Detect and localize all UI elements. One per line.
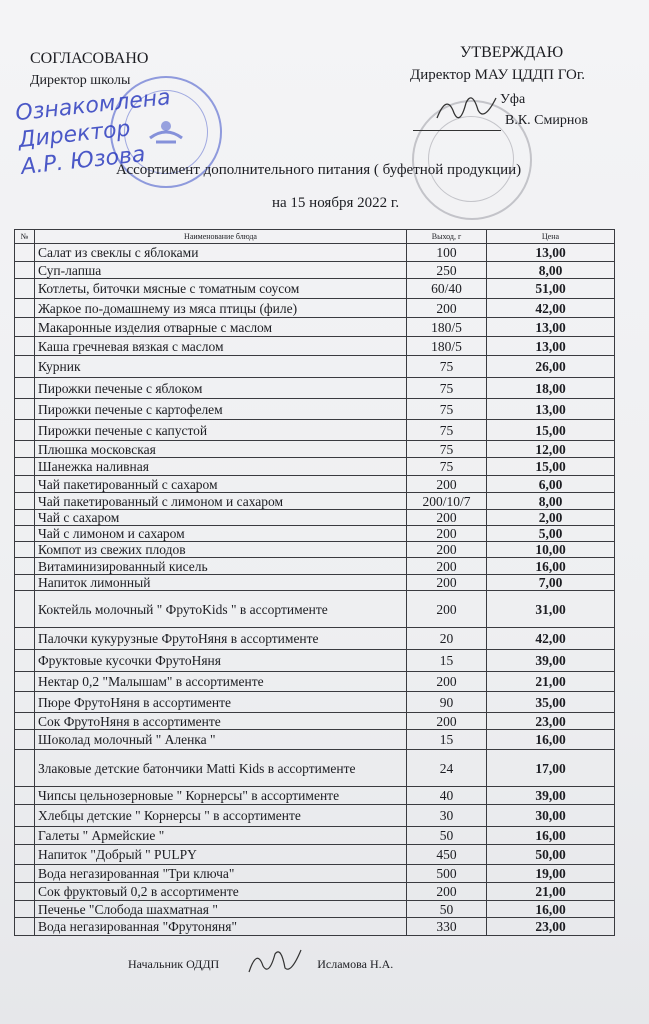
- row-number: [15, 510, 35, 526]
- row-price: 2,00: [487, 510, 615, 526]
- row-output: 200: [407, 672, 487, 692]
- document-date: на 15 ноября 2022 г.: [272, 195, 400, 211]
- table-row: [15, 476, 615, 493]
- row-price: 16,00: [487, 827, 615, 845]
- row-number: [15, 356, 35, 378]
- table-row: [15, 628, 615, 650]
- footer-role: Начальник ОДДП: [128, 957, 220, 971]
- row-output: 180/5: [407, 318, 487, 337]
- row-price: 30,00: [487, 805, 615, 827]
- row-output: 200: [407, 558, 487, 575]
- row-number: [15, 650, 35, 672]
- table-row: [15, 845, 615, 865]
- row-output: 200: [407, 713, 487, 730]
- table-row: [15, 575, 615, 591]
- row-number: [15, 730, 35, 750]
- table-row: [15, 750, 615, 787]
- row-number: [15, 628, 35, 650]
- row-price: 21,00: [487, 883, 615, 901]
- row-dish-name: Фруктовые кусочки ФрутоНяня: [35, 650, 407, 672]
- row-price: 17,00: [487, 750, 615, 787]
- table-row: [15, 526, 615, 542]
- row-price: 10,00: [487, 542, 615, 558]
- table-row: [15, 672, 615, 692]
- row-output: 60/40: [407, 279, 487, 299]
- row-dish-name: Галеты " Армейские ": [35, 827, 407, 845]
- row-number: [15, 441, 35, 458]
- row-dish-name: Плюшка московская: [35, 441, 407, 458]
- row-price: 23,00: [487, 713, 615, 730]
- row-number: [15, 591, 35, 628]
- row-number: [15, 526, 35, 542]
- row-price: 6,00: [487, 476, 615, 493]
- row-number: [15, 378, 35, 399]
- row-dish-name: Коктейль молочный " ФрутоKids " в ассортименте: [35, 591, 407, 628]
- row-dish-name: Жаркое по-домашнему из мяса птицы (филе): [35, 299, 407, 318]
- row-output: 200: [407, 575, 487, 591]
- row-price: 42,00: [487, 299, 615, 318]
- table-row: [15, 299, 615, 318]
- row-price: 12,00: [487, 441, 615, 458]
- row-price: 16,00: [487, 730, 615, 750]
- row-number: [15, 558, 35, 575]
- row-number: [15, 672, 35, 692]
- table-row: [15, 918, 615, 936]
- header-price: Цена: [487, 230, 615, 244]
- row-dish-name: Чай пакетированный с лимоном и сахаром: [35, 493, 407, 510]
- row-number: [15, 575, 35, 591]
- row-dish-name: Чай пакетированный с сахаром: [35, 476, 407, 493]
- row-price: 35,00: [487, 692, 615, 713]
- row-dish-name: Пюре ФрутоНяня в ассортименте: [35, 692, 407, 713]
- row-number: [15, 692, 35, 713]
- row-dish-name: Печенье "Слобода шахматная ": [35, 901, 407, 918]
- table-row: [15, 493, 615, 510]
- row-price: 21,00: [487, 672, 615, 692]
- row-price: 31,00: [487, 591, 615, 628]
- row-price: 8,00: [487, 493, 615, 510]
- row-dish-name: Пирожки печеные с картофелем: [35, 399, 407, 420]
- row-output: 75: [407, 356, 487, 378]
- table-row: [15, 318, 615, 337]
- row-output: 200: [407, 883, 487, 901]
- row-dish-name: Злаковые детские батончики Matti Kids в ассортименте: [35, 750, 407, 787]
- table-row: [15, 865, 615, 883]
- confirm-role: Директор МАУ ЦДДП ГОг.: [410, 67, 586, 83]
- row-price: 13,00: [487, 399, 615, 420]
- row-number: [15, 279, 35, 299]
- approved-role: Директор школы: [30, 73, 131, 88]
- confirm-city: Уфа: [500, 92, 526, 107]
- row-dish-name: Компот из свежих плодов: [35, 542, 407, 558]
- row-output: 200: [407, 526, 487, 542]
- row-price: 8,00: [487, 262, 615, 279]
- row-number: [15, 805, 35, 827]
- row-output: 75: [407, 420, 487, 441]
- row-number: [15, 750, 35, 787]
- row-dish-name: Витаминизированный кисель: [35, 558, 407, 575]
- row-number: [15, 244, 35, 262]
- row-output: 250: [407, 262, 487, 279]
- row-dish-name: Сок ФрутоНяня в ассортименте: [35, 713, 407, 730]
- row-number: [15, 787, 35, 805]
- approved-heading: СОГЛАСОВАНО: [30, 50, 149, 67]
- table-row: [15, 458, 615, 476]
- row-price: 42,00: [487, 628, 615, 650]
- row-number: [15, 827, 35, 845]
- row-dish-name: Чай с лимоном и сахаром: [35, 526, 407, 542]
- row-number: [15, 901, 35, 918]
- row-output: 200/10/7: [407, 493, 487, 510]
- row-dish-name: Нектар 0,2 "Малышам" в ассортименте: [35, 672, 407, 692]
- table-row: [15, 337, 615, 356]
- row-output: 330: [407, 918, 487, 936]
- row-price: 39,00: [487, 650, 615, 672]
- row-number: [15, 918, 35, 936]
- row-number: [15, 458, 35, 476]
- document-title: Ассортимент дополнительного питания ( буфетной продукции): [116, 162, 522, 178]
- row-number: [15, 262, 35, 279]
- row-dish-name: Сок фруктовый 0,2 в ассортименте: [35, 883, 407, 901]
- table-row: [15, 399, 615, 420]
- row-number: [15, 883, 35, 901]
- menu-table: [14, 229, 615, 936]
- table-row: [15, 558, 615, 575]
- row-output: 200: [407, 591, 487, 628]
- row-output: 200: [407, 542, 487, 558]
- row-price: 23,00: [487, 918, 615, 936]
- row-output: 20: [407, 628, 487, 650]
- row-output: 40: [407, 787, 487, 805]
- row-dish-name: Вода негазированная "Фрутоняня": [35, 918, 407, 936]
- header-num: №: [15, 230, 35, 244]
- row-price: 13,00: [487, 337, 615, 356]
- row-number: [15, 318, 35, 337]
- row-output: 500: [407, 865, 487, 883]
- row-number: [15, 399, 35, 420]
- row-dish-name: Курник: [35, 356, 407, 378]
- row-dish-name: Чипсы цельнозерновые " Корнерсы" в ассортименте: [35, 787, 407, 805]
- row-output: 75: [407, 458, 487, 476]
- row-number: [15, 845, 35, 865]
- row-price: 13,00: [487, 244, 615, 262]
- row-output: 100: [407, 244, 487, 262]
- row-price: 7,00: [487, 575, 615, 591]
- row-price: 19,00: [487, 865, 615, 883]
- row-output: 90: [407, 692, 487, 713]
- table-row: [15, 244, 615, 262]
- row-dish-name: Вода негазированная "Три ключа": [35, 865, 407, 883]
- confirm-heading: УТВЕРЖДАЮ: [460, 44, 564, 61]
- menu-table-body: [15, 244, 615, 936]
- table-row: [15, 883, 615, 901]
- row-price: 13,00: [487, 318, 615, 337]
- table-row: [15, 356, 615, 378]
- row-number: [15, 420, 35, 441]
- row-number: [15, 476, 35, 493]
- handwritten-note: Ознакомлена Директор А.Р. Юзова: [14, 85, 172, 180]
- row-output: 15: [407, 730, 487, 750]
- row-dish-name: Напиток "Добрый " PULPY: [35, 845, 407, 865]
- table-row: [15, 542, 615, 558]
- row-output: 75: [407, 378, 487, 399]
- table-row: [15, 378, 615, 399]
- table-row: [15, 262, 615, 279]
- table-row: [15, 730, 615, 750]
- table-row: [15, 713, 615, 730]
- table-row: [15, 650, 615, 672]
- row-dish-name: Пирожки печеные с яблоком: [35, 378, 407, 399]
- row-price: 51,00: [487, 279, 615, 299]
- row-number: [15, 865, 35, 883]
- row-dish-name: Каша гречневая вязкая с маслом: [35, 337, 407, 356]
- row-dish-name: Суп-лапша: [35, 262, 407, 279]
- table-row: [15, 692, 615, 713]
- table-row: [15, 805, 615, 827]
- row-dish-name: Котлеты, биточки мясные с томатным соусом: [35, 279, 407, 299]
- row-number: [15, 337, 35, 356]
- row-dish-name: Чай с сахаром: [35, 510, 407, 526]
- row-output: 200: [407, 476, 487, 493]
- row-dish-name: Шанежка наливная: [35, 458, 407, 476]
- signature-line: [413, 130, 501, 131]
- row-price: 5,00: [487, 526, 615, 542]
- row-dish-name: Хлебцы детские " Корнерсы " в ассортименте: [35, 805, 407, 827]
- row-number: [15, 299, 35, 318]
- table-row: [15, 420, 615, 441]
- header-output: Выход, г: [407, 230, 487, 244]
- row-dish-name: Салат из свеклы с яблоками: [35, 244, 407, 262]
- table-row: [15, 787, 615, 805]
- row-output: 200: [407, 510, 487, 526]
- row-output: 24: [407, 750, 487, 787]
- row-dish-name: Напиток лимонный: [35, 575, 407, 591]
- row-number: [15, 542, 35, 558]
- header-name: Наименование блюда: [35, 230, 407, 244]
- row-output: 50: [407, 827, 487, 845]
- row-price: 50,00: [487, 845, 615, 865]
- row-output: 50: [407, 901, 487, 918]
- row-number: [15, 713, 35, 730]
- table-row: [15, 510, 615, 526]
- row-price: 26,00: [487, 356, 615, 378]
- row-output: 75: [407, 399, 487, 420]
- table-row: [15, 901, 615, 918]
- row-output: 450: [407, 845, 487, 865]
- row-output: 15: [407, 650, 487, 672]
- footer-signature: [245, 944, 305, 978]
- row-output: 30: [407, 805, 487, 827]
- director-signature: [432, 88, 502, 128]
- row-price: 15,00: [487, 458, 615, 476]
- table-header-row: [15, 230, 615, 244]
- row-price: 39,00: [487, 787, 615, 805]
- row-price: 18,00: [487, 378, 615, 399]
- row-price: 15,00: [487, 420, 615, 441]
- row-dish-name: Макаронные изделия отварные с маслом: [35, 318, 407, 337]
- footer-name: Исламова Н.А.: [317, 957, 394, 971]
- row-dish-name: Шоколад молочный " Аленка ": [35, 730, 407, 750]
- row-output: 75: [407, 441, 487, 458]
- row-price: 16,00: [487, 558, 615, 575]
- table-row: [15, 591, 615, 628]
- row-output: 180/5: [407, 337, 487, 356]
- table-row: [15, 827, 615, 845]
- row-number: [15, 493, 35, 510]
- row-price: 16,00: [487, 901, 615, 918]
- row-dish-name: Палочки кукурузные ФрутоНяня в ассортименте: [35, 628, 407, 650]
- confirm-name: В.К. Смирнов: [505, 113, 588, 128]
- table-row: [15, 279, 615, 299]
- row-dish-name: Пирожки печеные с капустой: [35, 420, 407, 441]
- row-output: 200: [407, 299, 487, 318]
- table-row: [15, 441, 615, 458]
